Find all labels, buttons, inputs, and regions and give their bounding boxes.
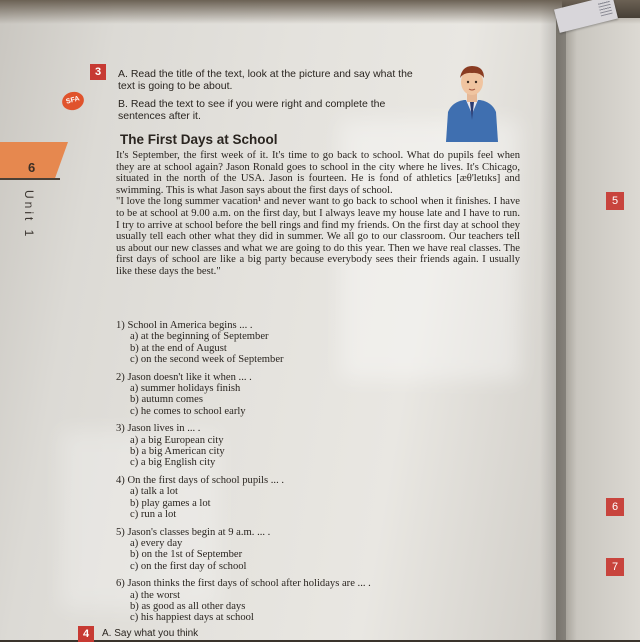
question-4 (116, 475, 516, 521)
boy-illustration (440, 62, 504, 142)
exercise-number-4: 4 (78, 626, 94, 642)
question-text: 5) Jason's classes begin at 9 a.m. ... . (116, 526, 271, 538)
exercise4-text: A. Say what you think (102, 628, 199, 639)
option-a: a) summer holidays finish (130, 383, 241, 395)
paragraph-1: It's September, the first week of it. It's time to go back to school. What do pupils feel when they are at school again? Jason Ronald goes to school in the city where he lives. It's Chicago, situated in the north of the USA. Jason is fourteen. He is fond of athletics [æθ'letɪks] and swimming. This is what Jason says about the first days of school. (116, 150, 520, 196)
option-a: a) every day (130, 537, 183, 549)
exercise3-part-b: B. Read the text to see if you were right and complete the sentences after it. (118, 98, 386, 122)
question-text: 2) Jason doesn't like it when ... . (116, 371, 252, 383)
right-page-number-7: 7 (606, 558, 624, 576)
option-b: b) as good as all other days (130, 600, 246, 612)
question-2 (116, 372, 516, 418)
exercise3-part-a: A. Read the title of the text, look at the picture and say what the text is going to be about. (118, 68, 413, 92)
option-a: a) talk a lot (130, 486, 178, 498)
exercise-number-3: 3 (90, 64, 106, 80)
option-b: b) autumn comes (130, 394, 203, 406)
question-text: 1) School in America begins ... . (116, 320, 253, 331)
reading-text (116, 150, 520, 278)
option-b: b) a big American city (130, 446, 225, 458)
option-c: c) he comes to school early (130, 405, 246, 417)
sfa-badge: SFA (60, 89, 86, 112)
question-text: 4) On the first days of school pupils ... . (116, 474, 285, 486)
option-a: a) a big European city (130, 434, 224, 446)
option-c: c) a big English city (130, 457, 216, 469)
question-list (116, 320, 516, 630)
spine-shadow (540, 0, 566, 640)
option-c: c) his happiest days at school (130, 612, 254, 624)
margin-rule (0, 178, 60, 180)
top-shadow (0, 0, 640, 24)
question-3 (116, 423, 516, 469)
question-text: 3) Jason lives in ... . (116, 423, 201, 435)
text-title: The First Days at School (120, 132, 278, 147)
unit-label: Unit 1 (22, 190, 36, 240)
option-a: a) at the beginning of September (130, 331, 269, 343)
option-b: b) at the end of August (130, 342, 227, 354)
right-page (556, 18, 640, 640)
option-c: c) run a lot (130, 509, 177, 521)
question-6 (116, 578, 516, 624)
option-c: c) on the first day of school (130, 560, 247, 572)
page-number: 6 (28, 160, 36, 175)
option-b: b) on the 1st of September (130, 549, 243, 561)
paragraph-2: "I love the long summer vacation¹ and never want to go back to school when it finishes. I have to be at school at 9.00 a.m. on the first day, but I always leave my house late and I have to run. I try to arrive at school before the bell rings and find my friends. On the first day at school they usually tell each other what they did in summer. We all go to our classroom. Our teachers tell us about our new classes and what we are going to do this year. Then we have real classes. The first days of school are like a big party because everybody sees their friends again. I usually like these days the best." (116, 196, 520, 277)
option-b: b) play games a lot (130, 497, 211, 509)
right-page-number-5: 5 (606, 192, 624, 210)
question-5 (116, 527, 516, 573)
question-1 (116, 320, 516, 366)
option-c: c) on the second week of September (130, 354, 284, 366)
question-text: 6) Jason thinks the first days of school after holidays are ... . (116, 578, 371, 590)
right-page-number-6: 6 (606, 498, 624, 516)
option-a: a) the worst (130, 589, 181, 601)
